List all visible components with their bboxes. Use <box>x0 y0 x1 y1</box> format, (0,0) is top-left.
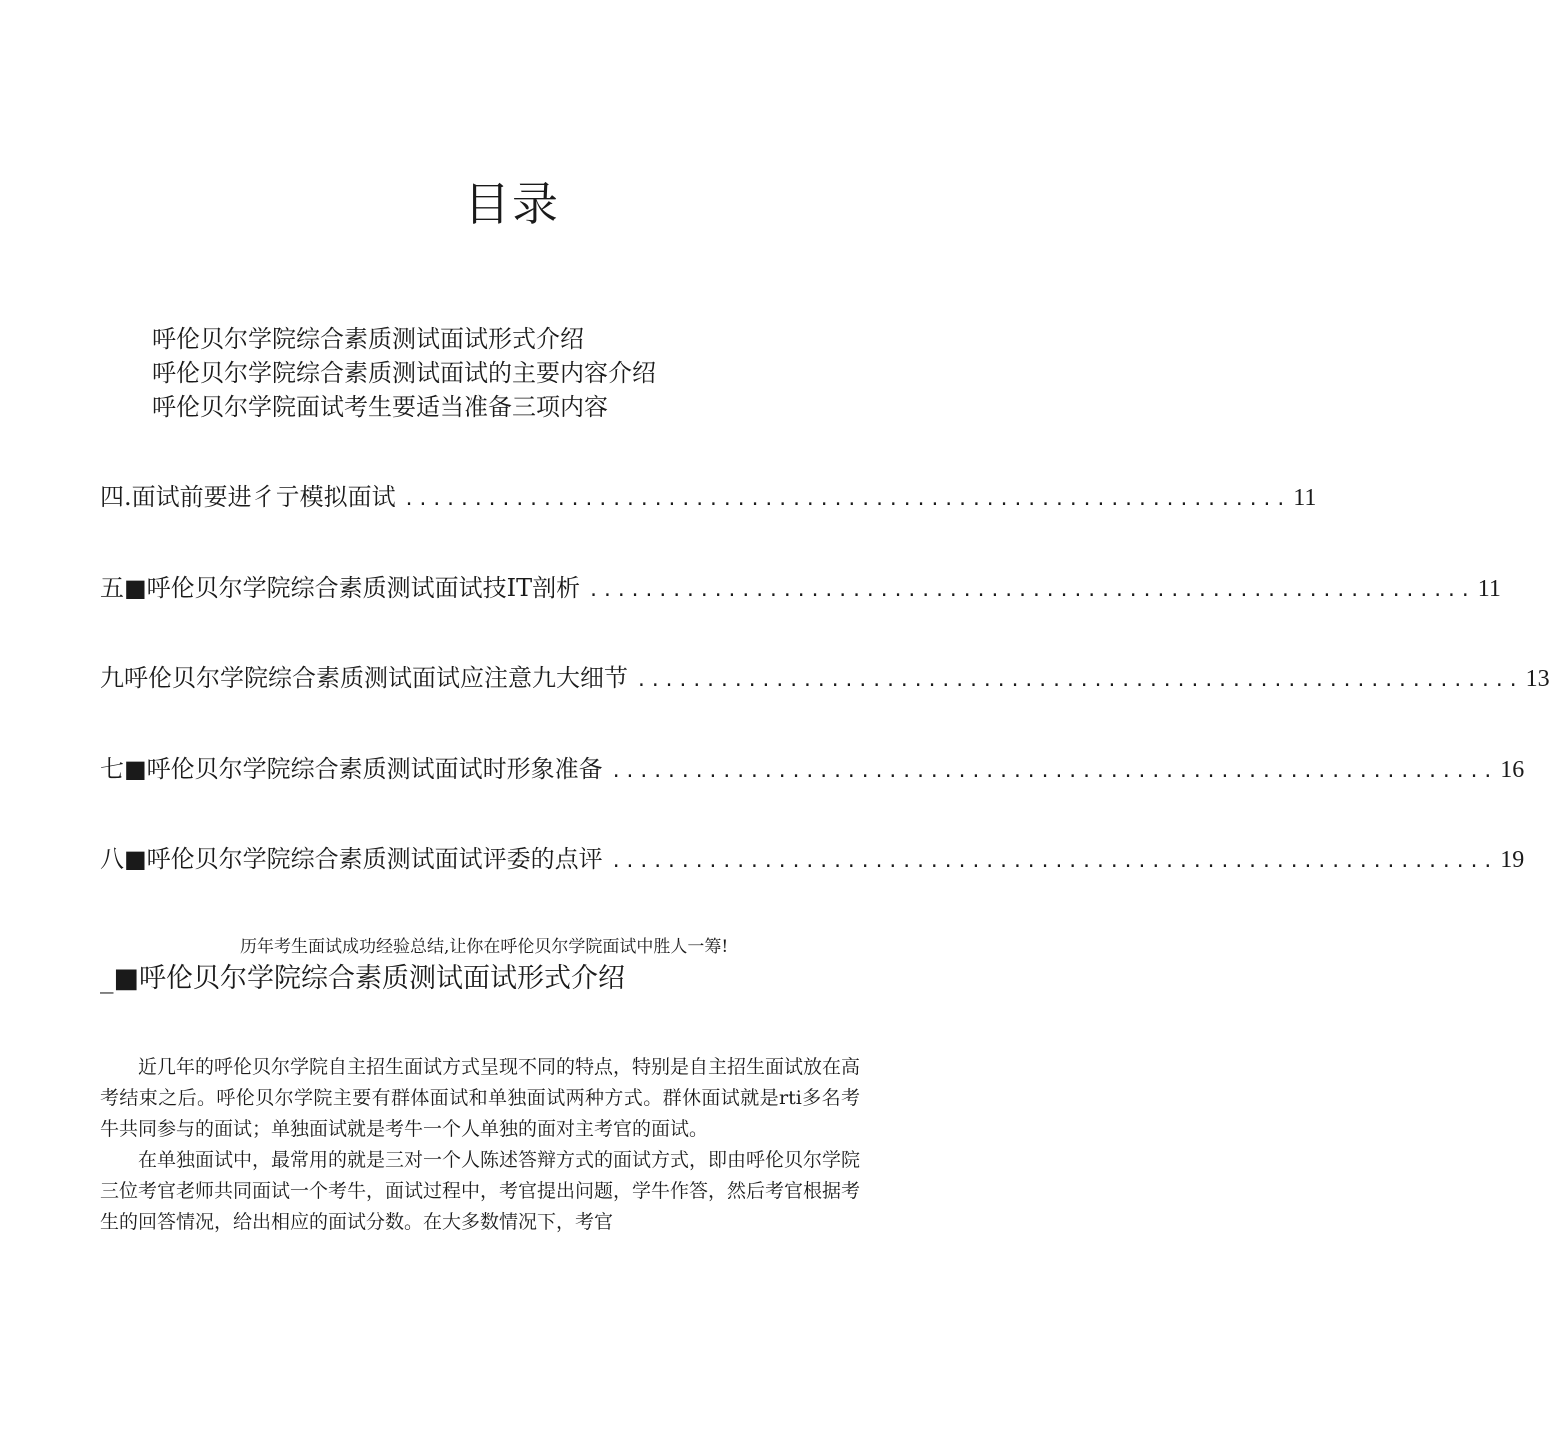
table-of-contents <box>100 477 1550 930</box>
paragraph: 在单独面试中，最常用的就是三对一个人陈述答辩方式的面试方式，即由呼伦贝尔学院三位考官老师共同面试一个考牛，面试过程中，考官提出问题，学牛作答，然后考官根据考生的回答情况，给出相应的面试分数。在大多数情况下，考官 <box>100 1149 861 1233</box>
page-title: 目录 <box>464 177 560 231</box>
toc-entry-label: 九呼伦贝尔学院综合素质测试面试应注意九大细节 <box>100 664 628 692</box>
paragraph: 近几年的呼伦贝尔学院自主招生面试方式呈现不同的特点，特别是自主招生面试放在高考结束之后。呼伦贝尔学院主要有群体面试和单独面试两种方式。群休面试就是rti多名考牛共同参与的面试；单独面试就是考牛一个人单独的面对主考官的面试。 <box>100 1056 861 1140</box>
toc-page-number: 19 <box>1500 847 1525 873</box>
toc-page-number: 11 <box>1477 575 1501 602</box>
toc-page-number: 16 <box>1500 756 1525 783</box>
toc-entry[interactable] <box>100 839 1525 875</box>
intro-list <box>152 322 656 424</box>
toc-entry[interactable] <box>100 477 1317 513</box>
toc-entry-label: 五■呼伦贝尔学院综合素质测试面试技IT剖析 <box>100 573 581 602</box>
toc-leader-dots: ................................................................ <box>610 760 1497 782</box>
toc-leader-dots: ................................................................ <box>588 579 1474 601</box>
intro-item: 呼伦贝尔学院综合素质测试面试形式介绍 <box>152 325 584 353</box>
body-text <box>100 1052 860 1238</box>
toc-entry[interactable] <box>100 658 1550 694</box>
toc-entry-label: 七■呼伦贝尔学院综合素质测试面试时形象准备 <box>100 754 603 783</box>
intro-item: 呼伦贝尔学院面试考生要适当准备三项内容 <box>152 393 608 421</box>
toc-entry[interactable] <box>100 568 1501 604</box>
slogan: 历年考生面试成功经验总结,让你在呼伦贝尔学院面试中胜人一筹! <box>240 937 729 957</box>
section-heading: _■呼伦贝尔学院综合素质测试面试形式介绍 <box>100 963 626 994</box>
toc-entry-label: 四.面试前要进彳亍模拟面试 <box>100 483 396 511</box>
toc-leader-dots: ................................................................ <box>636 670 1522 691</box>
toc-page-number: 13 <box>1525 666 1550 692</box>
toc-entry-label: 八■呼伦贝尔学院综合素质测试面试评委的点评 <box>100 845 603 873</box>
toc-entry[interactable] <box>100 749 1525 785</box>
intro-item: 呼伦贝尔学院综合素质测试面试的主要内容介绍 <box>152 359 656 387</box>
toc-leader-dots: ................................................................ <box>610 851 1497 872</box>
toc-page-number: 11 <box>1293 485 1317 511</box>
toc-leader-dots: ................................................................ <box>403 489 1290 510</box>
